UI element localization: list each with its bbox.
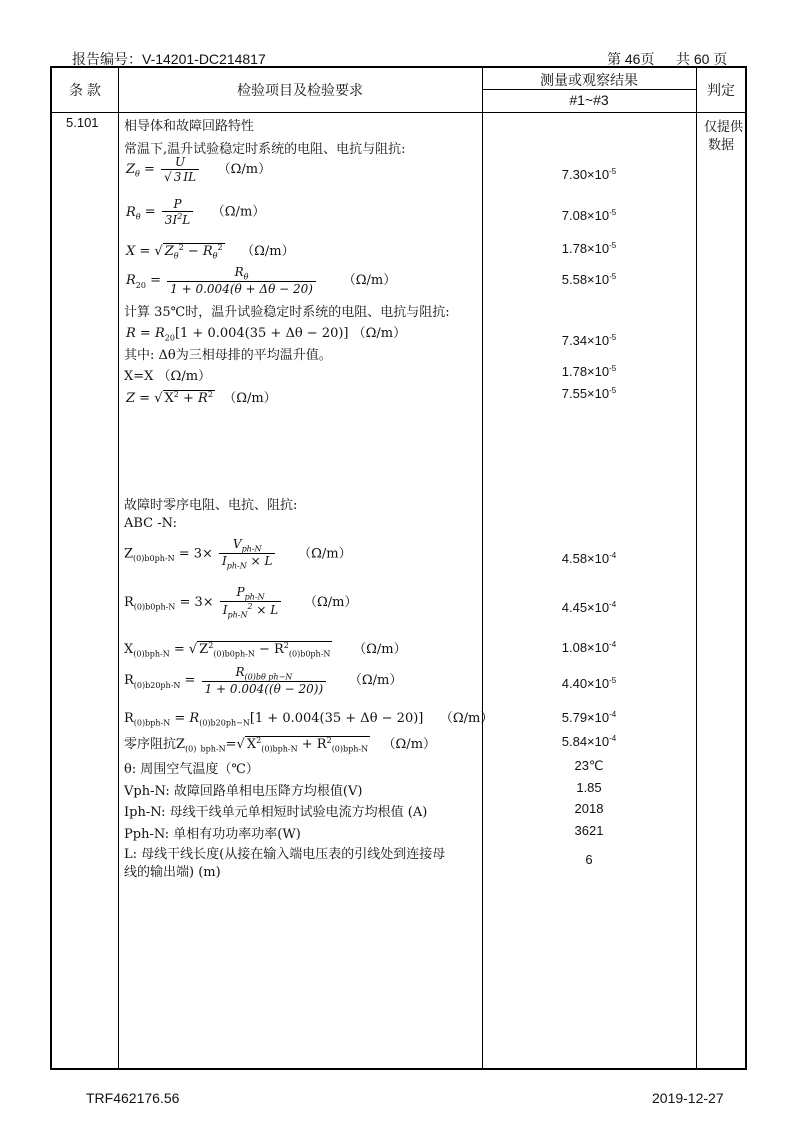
result-pph: 3621 [574, 823, 604, 838]
unit-z0: （Ω/m） [217, 162, 272, 177]
result-x35: $1.78\times 10^{-5}$ [561, 364, 617, 379]
clause-number: 5.101 [66, 115, 99, 130]
result-theta: 23℃ [574, 758, 604, 773]
calc35-text: 计算 35℃时，温升试验稳定时系统的电阻、电抗与阻抗: [124, 305, 450, 320]
result-r35ph: $5.79\times 10^{-4}$ [561, 710, 617, 725]
header-clause: 条 款 [69, 82, 101, 98]
def-pph: Pph-N: 单相有功功率功率(W) [124, 827, 301, 842]
result-r0: $7.08\times 10^{-5}$ [561, 208, 617, 223]
formula-r20ph: $R_{(0)b20ph-N}$ = $\frac{R_{(0)b\theta ph-N}}{1 + 0.004((\theta - 20))}$ （Ω/m） [124, 665, 403, 697]
result-rph: $4.45\times 10^{-4}$ [561, 600, 617, 615]
formula-z35: Z = √ $X^2 + R^2$ （Ω/m） [126, 390, 277, 406]
unit-zph: （Ω/m） [298, 546, 352, 562]
unit-r35: （Ω/m） [352, 326, 407, 341]
unit-r35ph: （Ω/m） [439, 711, 494, 726]
formula-r0: $R_\theta$ = $\frac{P}{3I^2L}$ （Ω/m） [126, 197, 266, 227]
formula-r35: $R = R_{20}[1 + 0.004(35 + \Delta\theta - 20)]$ （Ω/m） [126, 326, 407, 343]
delta-theta-note: 其中: Δθ为三相母排的平均温升值。 [124, 348, 332, 363]
def-iph: Iph-N: 母线干线单元单相短时试验电流方均根值 (A) [124, 805, 428, 820]
unit-rph: （Ω/m） [303, 594, 358, 610]
result-z0ph: $5.84\times 10^{-4}$ [561, 734, 617, 749]
def-vph: Vph-N: 故障回路单相电压降方均根值(V) [124, 784, 363, 799]
result-xph: $1.08\times 10^{-4}$ [561, 640, 617, 655]
result-z0: $7.30\times 10^{-5}$ [561, 167, 617, 182]
formula-x: X = √ $Z_\theta^2 - R_\theta^2$ （Ω/m） [126, 243, 295, 261]
result-zph: $4.58\times 10^{-4}$ [561, 551, 617, 566]
result-x: $1.78\times 10^{-5}$ [561, 241, 617, 256]
def-l-line1: L: 母线干线长度(从接在输入端电压表的引线处到连接母 [124, 847, 446, 862]
header-bottom-line [52, 112, 745, 113]
page-number: 第 46页 [607, 51, 655, 67]
unit-x: （Ω/m） [241, 244, 295, 259]
formula-rph: $R_{(0)b0ph-N} = 3\times$ $\frac{P_{ph-N}}{I_{ph-N}^2 \times L}$ （Ω/m） [124, 585, 358, 620]
header-result: 测量或观察结果 [540, 72, 638, 88]
formula-z0: $Z_\theta$ = $\frac{U}{√ 3 IL}$ （Ω/m） [126, 155, 272, 184]
header-samples: #1~#3 [569, 92, 609, 108]
x-equals: X=X （Ω/m） [124, 369, 212, 384]
formula-xph: $X_{(0)bph-N}$ = √ $Z^2_{(0)b0ph-N} - R^2_{(0)b0ph-N}$ （Ω/m） [124, 641, 407, 659]
unit-z35: （Ω/m） [223, 391, 277, 406]
formula-zph: $Z_{(0)b0ph-N} = 3\times$ $\frac{V_{ph-N}}{I_{ph-N} \times L}$ （Ω/m） [124, 537, 352, 571]
header-item: 检验项目及检验要求 [237, 82, 363, 98]
issue-date: 2019-12-27 [652, 1090, 724, 1106]
formula-r20: $R_{20}$ = $\frac{R_\theta}{1 + 0.004(\theta + \Delta\theta - 20)}$ （Ω/m） [126, 265, 397, 297]
section1-title: 相导体和故障回路特性 [124, 119, 255, 134]
unit-r20ph: （Ω/m） [348, 673, 403, 689]
formula-z0ph: 零序阻抗$Z_{(0)}$ $_{bph-N}$=√ $X^2_{(0)bph-N} + R^2_{(0)bph-N}$ （Ω/m） [124, 736, 437, 754]
section2-abc: ABC -N: [124, 516, 177, 531]
unit-r20: （Ω/m） [342, 273, 397, 289]
unit-r0: （Ω/m） [211, 204, 266, 220]
result-r20ph: $4.40\times 10^{-5}$ [561, 676, 617, 691]
zero-seq-label: 零序阻抗 [124, 737, 177, 752]
section2-title: 故障时零序电阻、电抗、阻抗: [124, 498, 298, 513]
result-vph: 1.85 [576, 780, 602, 795]
def-theta: θ: 周围空气温度（℃） [124, 762, 259, 777]
unit-xph: （Ω/m） [353, 642, 407, 657]
result-l: 6 [585, 852, 593, 867]
col-divider-result [696, 68, 697, 1068]
col-divider-clause [118, 68, 119, 1068]
formula-r35ph: $R_{(0)bph-N} = R_{(0)b20ph-N}[1 + 0.004(35 + \Delta\theta - 20)]$ （Ω/m） [124, 711, 494, 728]
result-r20: $5.58\times 10^{-5}$ [561, 272, 617, 287]
result-r35: $7.34\times 10^{-5}$ [561, 333, 617, 348]
header-verdict: 判定 [707, 82, 735, 98]
def-l-line2: 线的输出端) (m) [124, 865, 221, 880]
section1-subtitle: 常温下,温升试验稳定时系统的电阻、电抗与阻抗: [124, 142, 406, 157]
form-number: TRF462176.56 [86, 1090, 180, 1106]
verdict-line-1: 仅提供 [704, 120, 744, 135]
result-z35: $7.55\times 10^{-5}$ [561, 386, 617, 401]
report-number: 报告编号：V-14201-DC214817 [72, 51, 266, 67]
unit-z0ph: （Ω/m） [382, 737, 437, 752]
page-total: 共 60 页 [676, 51, 728, 67]
result-iph: 2018 [574, 801, 604, 816]
verdict-line-2: 数据 [708, 138, 735, 153]
